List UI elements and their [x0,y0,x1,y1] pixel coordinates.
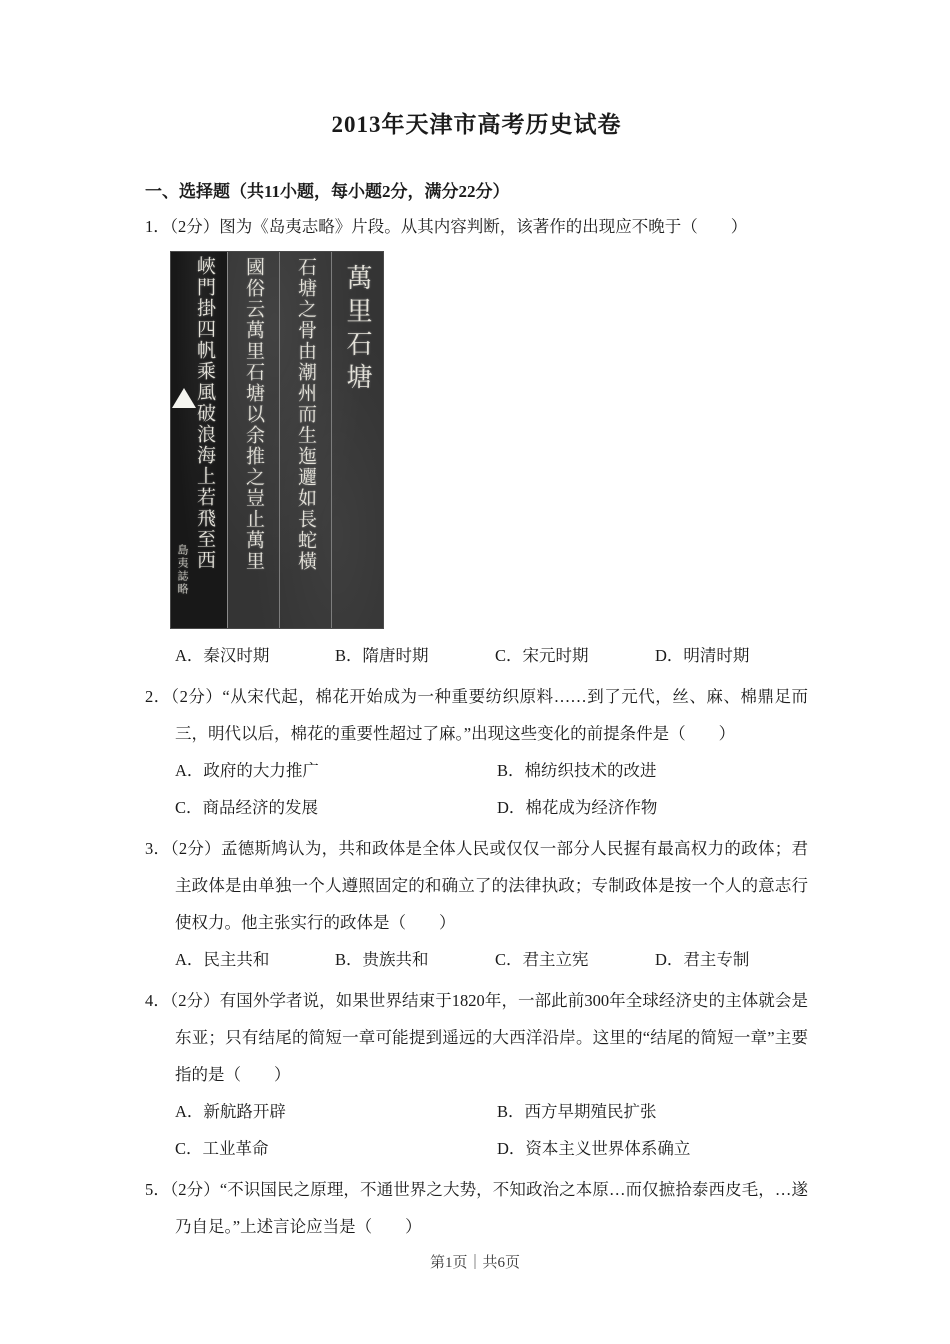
option-b: B．贵族共和 [335,950,429,969]
option-c: C．工业革命 [175,1139,269,1158]
options-row [175,752,808,789]
option-c: C．宋元时期 [495,646,589,665]
question-1-text: 1．（2分）图为《岛夷志略》片段。从其内容判断，该著作的出现应不晚于（ ） [145,217,748,236]
figure-column-1 [331,252,383,628]
option-a: A．秦汉时期 [175,646,270,665]
option-a: A．政府的大力推广 [175,761,319,780]
options-row [175,1093,808,1130]
question-2-text: 2．（2分）“从宋代起，棉花开始成为一种重要纺织原料……到了元代，丝、麻、棉鼎足而三，明代以后，棉花的重要性超过了麻。”出现这些变化的前提条件是（ ） [145,687,808,743]
question-2-options [145,752,808,826]
option-b: B．隋唐时期 [335,646,429,665]
option-d: D．棉花成为经济作物 [497,798,658,817]
option-c: C．商品经济的发展 [175,798,319,817]
figure-caption: 島夷誌略 [176,544,188,596]
option-b: B．棉纺织技术的改进 [497,761,657,780]
options-row [175,1130,808,1167]
options-row [175,789,808,826]
triangle-marker-icon [172,388,196,408]
option-a: A．新航路开辟 [175,1102,286,1121]
option-b: B．西方早期殖民扩张 [497,1102,657,1121]
option-c: C．君主立宪 [495,950,589,969]
option-d: D．明清时期 [655,646,750,665]
figure-column-2 [279,252,331,628]
figure-main-panel [228,252,383,628]
figure-column-1-text: 萬里石塘 [343,264,372,396]
question-3 [145,830,808,978]
question-1-options [145,637,808,674]
page-content [145,0,808,1245]
section-header: 一、选择题（共11小题，每小题2分，满分22分） [145,182,510,201]
option-d: D．君主专制 [655,950,750,969]
question-5 [145,1171,808,1245]
question-2 [145,678,808,826]
figure-column-3-text: 國俗云萬里石塘以余推之豈止萬里 [243,257,264,572]
figure-column-2-text: 石塘之骨由潮州而生迤邐如長蛇橫 [295,257,316,572]
page-footer: 第1页｜共6页 [429,1255,520,1271]
figure-column-3 [228,252,279,628]
question-4-text: 4．（2分）有国外学者说，如果世界结束于1820年，一部此前300年全球经济史的主体就会是东亚；只有结尾的简短一章可能提到遥远的大西洋沿岸。这里的“结尾的简短一章”主要指的是（ ） [145,991,808,1084]
option-a: A．民主共和 [175,950,270,969]
question-1 [145,208,808,674]
figure-column-outer: 峽門掛四帆乘風破浪海上若飛至西 [194,256,215,571]
inscription-figure [170,251,384,629]
question-4-options [145,1093,808,1167]
page-title: 2013年天津市高考历史试卷 [331,112,622,137]
question-5-text: 5．（2分）“不识国民之原理，不通世界之大势，不知政治之本原…而仅摭拾泰西皮毛，…遂乃自足。”上述言论应当是（ ） [145,1180,808,1236]
question-3-text: 3．（2分）孟德斯鸠认为，共和政体是全体人民或仅仅一部分人民握有最高权力的政体；君主政体是由单独一个人遵照固定的和确立了的法律执政；专制政体是按一个人的意志行使权力。他主张实行的政体是（ ） [145,839,808,932]
question-3-options [145,941,808,978]
option-d: D．资本主义世界体系确立 [497,1139,691,1158]
question-4 [145,982,808,1167]
figure-left-strip [171,252,228,628]
